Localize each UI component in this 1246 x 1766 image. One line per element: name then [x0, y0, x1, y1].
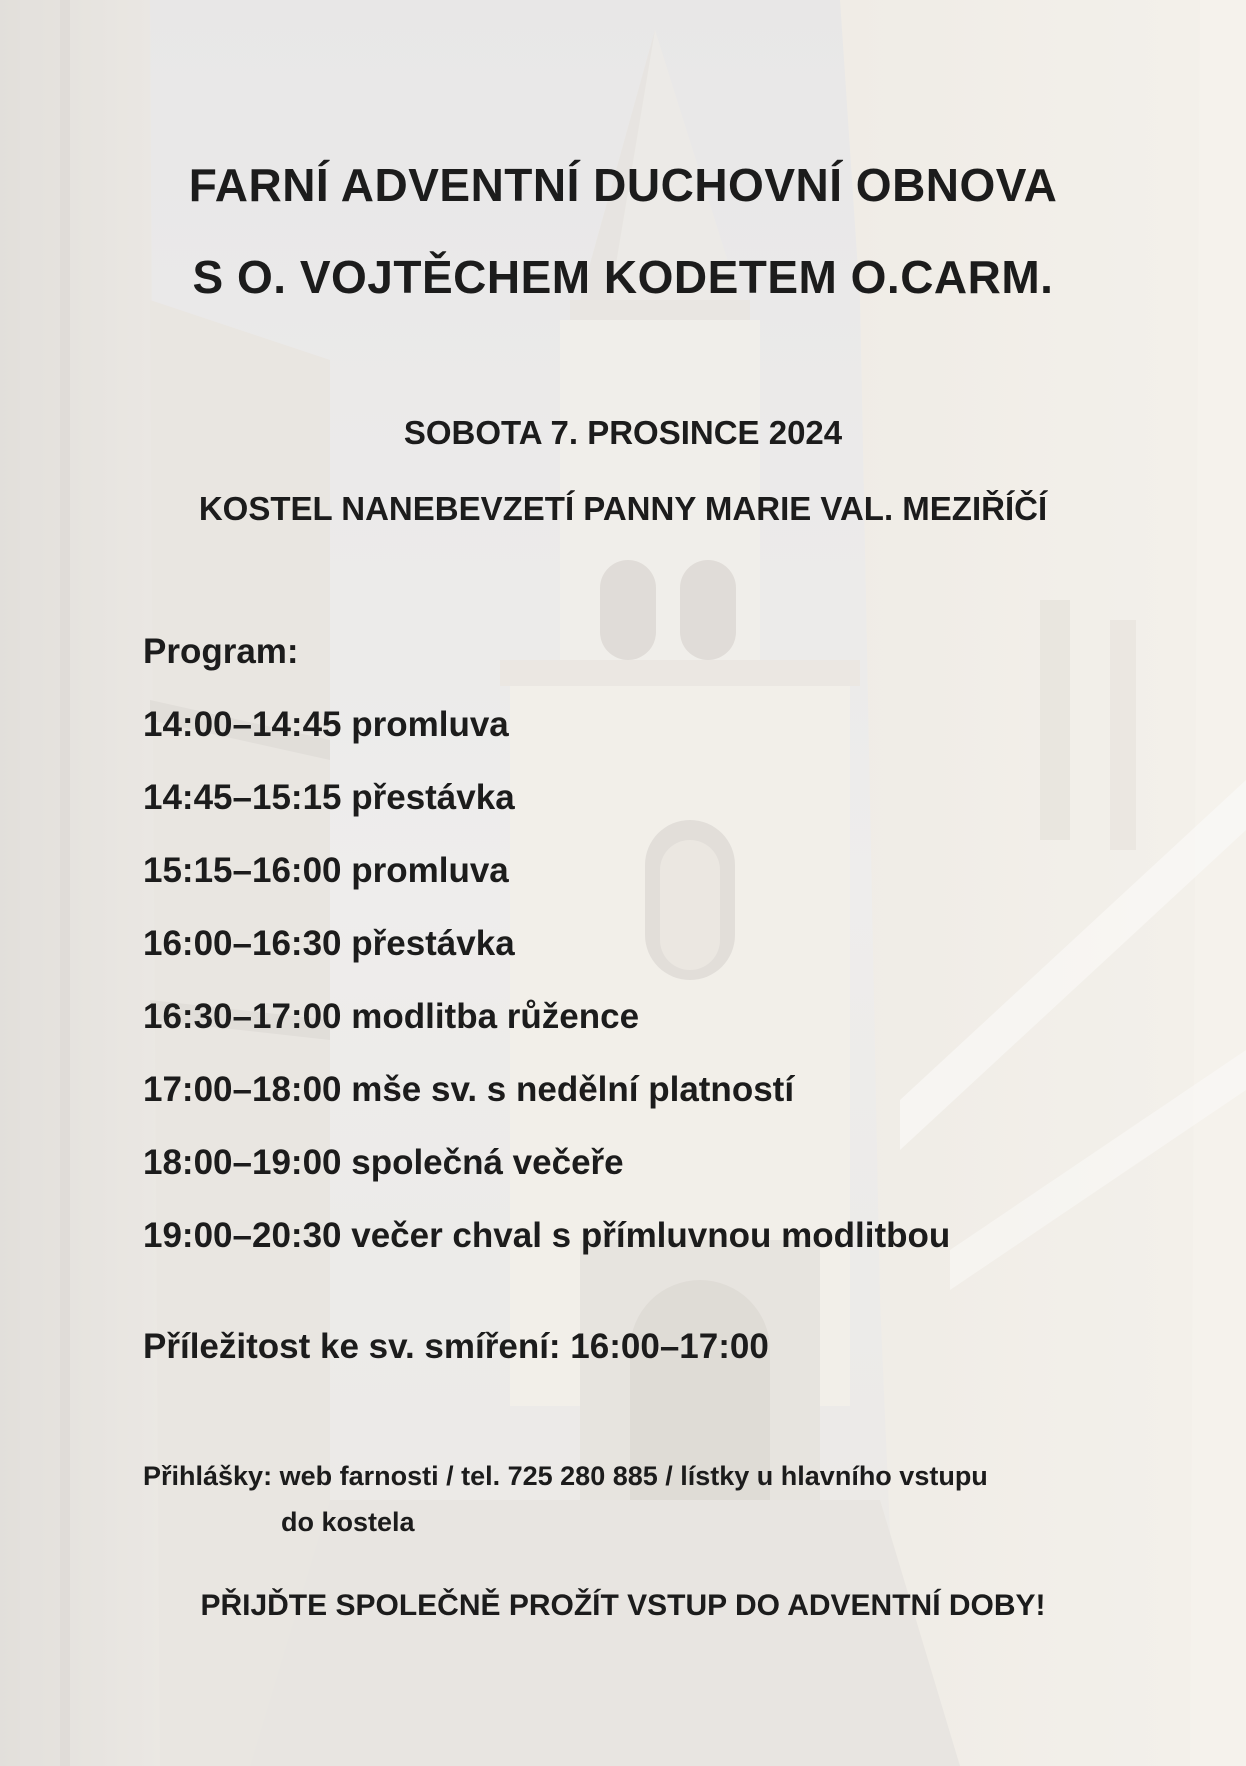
confession-info: Příležitost ke sv. smíření: 16:00–17:00 — [143, 1327, 769, 1366]
program-item: 19:00–20:30 večer chval s přímluvnou modlitbou — [143, 1216, 951, 1255]
poster-title-line-2: S O. VOJTĚCHEM KODETEM O.CARM. — [192, 251, 1054, 303]
program-item: 17:00–18:00 mše sv. s nedělní platností — [143, 1070, 795, 1109]
program-item: 15:15–16:00 promluva — [143, 851, 509, 890]
program-item: 14:45–15:15 přestávka — [143, 778, 515, 817]
poster-title-line-1: FARNÍ ADVENTNÍ DUCHOVNÍ OBNOVA — [188, 159, 1058, 211]
event-date: SOBOTA 7. PROSINCE 2024 — [403, 414, 843, 451]
registration-info: Přihlášky: web farnosti / tel. 725 280 885 / lístky u hlavního vstupu — [143, 1461, 988, 1491]
program-heading: Program: — [143, 632, 299, 671]
program-item: 16:00–16:30 přestávka — [143, 924, 515, 963]
program-item: 18:00–19:00 společná večeře — [143, 1143, 624, 1182]
closing-invitation: PŘIJĎTE SPOLEČNĚ PROŽÍT VSTUP DO ADVENTNÍ DOBY! — [200, 1589, 1046, 1622]
program-item: 16:30–17:00 modlitba růžence — [143, 997, 640, 1036]
registration-info-continuation: do kostela — [281, 1507, 415, 1537]
event-place: KOSTEL NANEBEVZETÍ PANNY MARIE VAL. MEZIŘÍČÍ — [198, 490, 1048, 527]
program-item: 14:00–14:45 promluva — [143, 705, 509, 744]
